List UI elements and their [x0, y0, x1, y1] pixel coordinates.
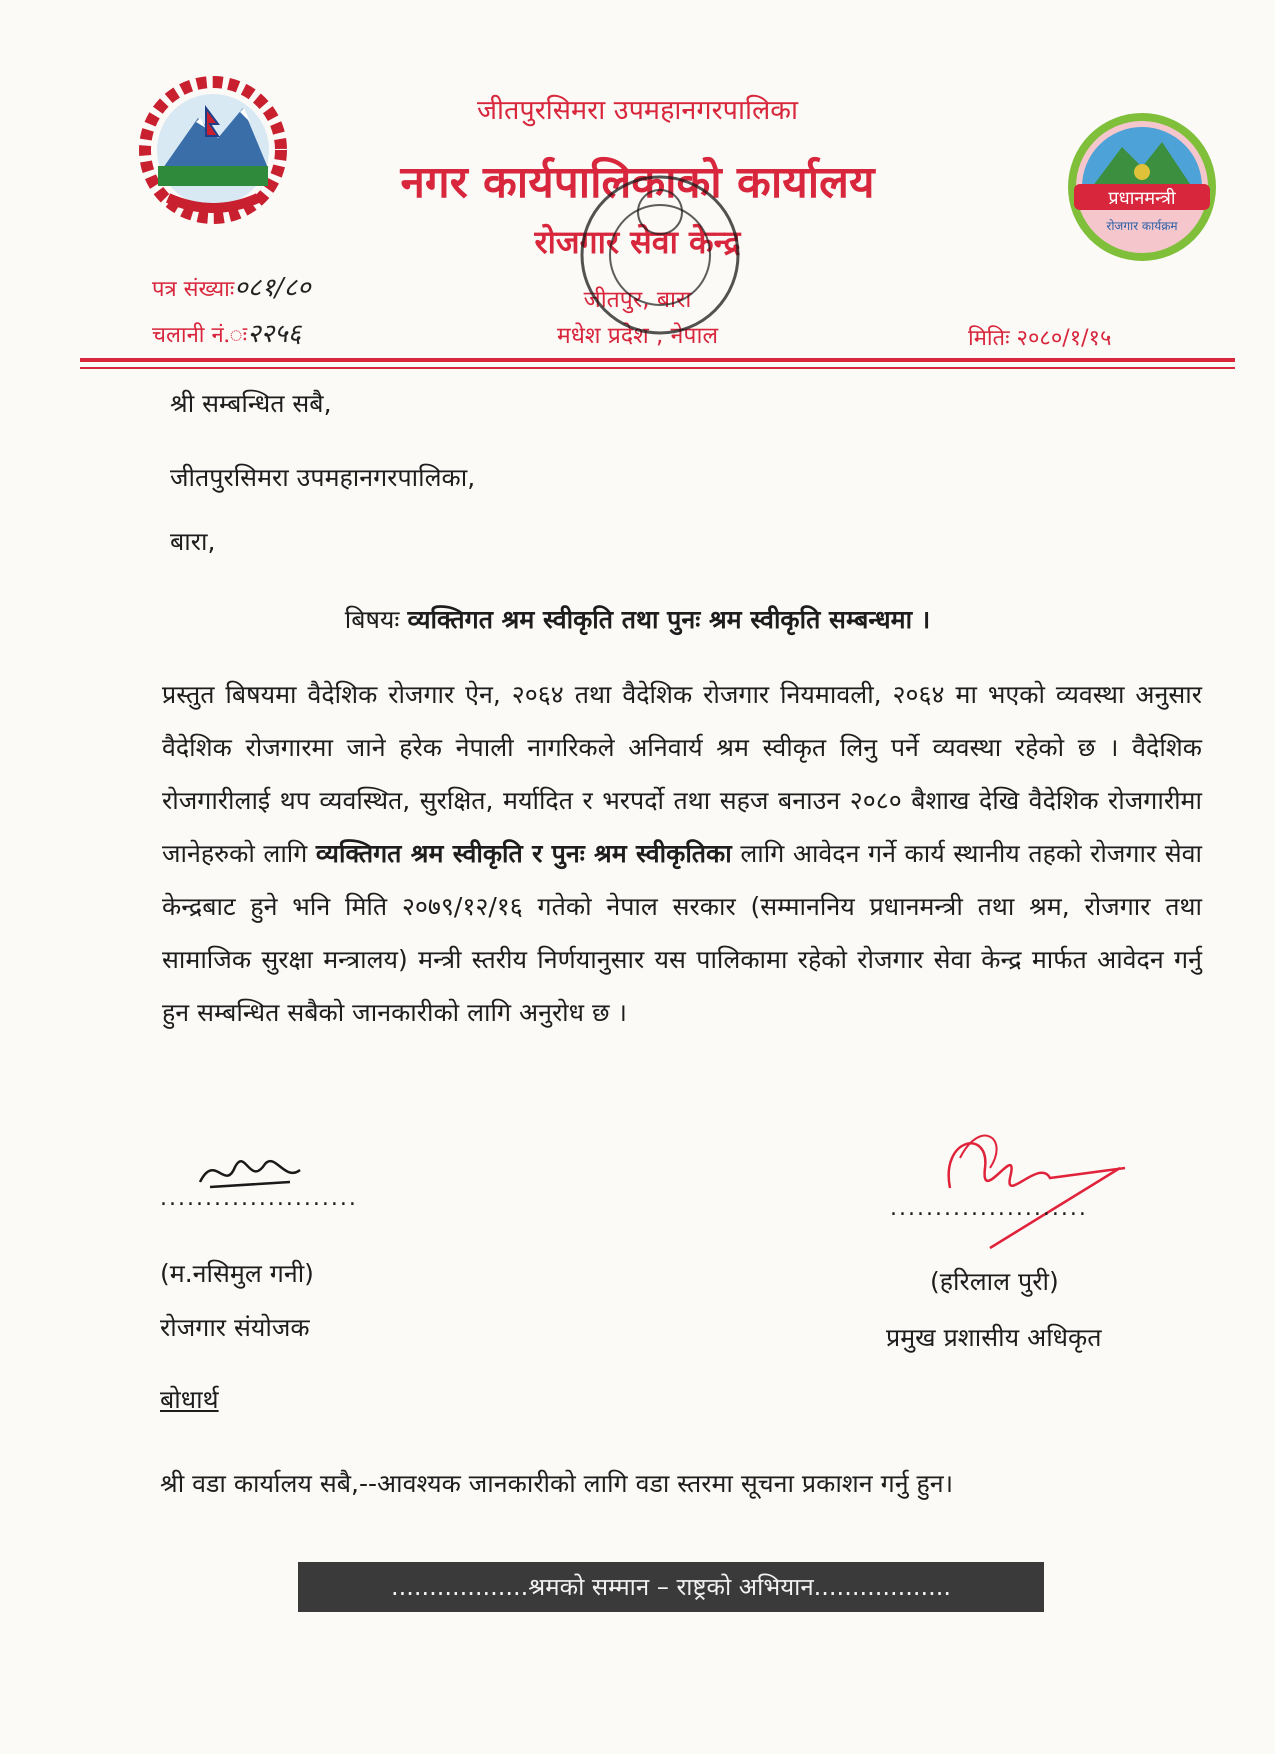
municipality-name: जीतपुरसिमरा उपमहानगरपालिका: [477, 95, 798, 126]
province-line: मधेश प्रदेश , नेपाल: [556, 323, 719, 349]
office-stamp: [560, 170, 760, 340]
letter-number-label: पत्र संख्याः: [152, 277, 235, 302]
district-line: जीतपुर, बारा: [583, 287, 692, 313]
logo-right-subtext: रोजगार कार्यक्रम: [1106, 219, 1178, 233]
subject-label: बिषयः: [344, 605, 400, 634]
right-signature: [930, 1118, 1130, 1268]
cc-line: श्री वडा कार्यालय सबै,--आवश्यक जानकारीको लागि वडा स्तरमा सूचना प्रकाशन गर्नु हुन।: [160, 1469, 954, 1498]
logo-right-text: प्रधानमन्त्री: [1108, 188, 1176, 209]
dispatch-number-value: २२५६: [247, 319, 302, 349]
address-line-3: बारा,: [170, 527, 216, 556]
dispatch-number-label: चलानी नं.ः: [152, 323, 248, 348]
left-signature-line: ......................: [160, 1186, 358, 1211]
address-line-2: जीतपुरसिमरा उपमहानगरपालिका,: [170, 463, 476, 492]
service-center-title: रोजगार सेवा केन्द्र: [534, 223, 741, 261]
header-divider-thin: [80, 367, 1235, 369]
subject-text: व्यक्तिगत श्रम स्वीकृति तथा पुनः श्रम स्वीकृति सम्बन्धमा ।: [407, 605, 931, 634]
subject-line: [0, 602, 1275, 636]
footer-slogan: ..................श्रमको सम्मान – राष्ट्रको अभियान..................: [298, 1562, 1044, 1612]
body-text-bold: व्यक्तिगत श्रम स्वीकृति र पुनः श्रम स्वीकृतिका: [315, 839, 732, 868]
header-divider: [80, 358, 1235, 362]
office-title: नगर कार्यपालिकाको कार्यालय: [400, 157, 875, 208]
right-signature-line: ......................: [890, 1196, 1088, 1221]
body-text-part1: प्रस्तुत बिषयमा वैदेशिक रोजगार ऐन, २०६४ तथा वैदेशिक रोजगार नियमावली, २०६४ मा भएको व्यवस्था अनुसार वैदेशिक रोजगारमा जाने हरेक नेपाली नागरिकले अनिवार्य श्रम स्वीकृत लिनु पर्ने व्यवस्था रहेको छ । वैदेशिक रोजगारीलाई थप व्यवस्थित, सुरक्षित, मर्यादित र भरपर्दो तथा सहज बनाउन २०८० बैशाख देखि वैदेशिक रोजगारीमा जानेहरुको लागि: [162, 680, 1202, 868]
right-signatory-title: प्रमुख प्रशासीय अधिकृत: [886, 1323, 1102, 1352]
letter-date: मितिः २०८०/१/१५: [968, 326, 1112, 351]
address-line-1: श्री सम्बन्धित सबै,: [170, 389, 332, 418]
left-signatory-title: रोजगार संयोजक: [160, 1313, 310, 1342]
letter-body: [162, 668, 1202, 1039]
letter-number-value: ०८१/८०: [234, 273, 311, 303]
letter-number: [152, 268, 311, 304]
left-signatory-name: (म.नसिमुल गनी): [160, 1259, 314, 1288]
body-text-part2: लागि आवेदन गर्ने कार्य स्थानीय तहको रोजगार सेवा केन्द्रबाट हुने भनि मिति २०७९/१२/१६ गतेको नेपाल सरकार (सम्माननिय प्रधानमन्त्री तथा श्रम, रोजगार तथा सामाजिक सुरक्षा मन्त्रालय) मन्त्री स्तरीय निर्णयानुसार यस पालिकामा रहेको रोजगार सेवा केन्द्र मार्फत आवेदन गर्नु हुन सम्बन्धित सबैको जानकारीको लागि अनुरोध छ ।: [162, 839, 1203, 1027]
right-signatory-name: (हरिलाल पुरी): [930, 1267, 1059, 1296]
cc-label: बोधार्थ: [160, 1385, 219, 1414]
dispatch-number: [152, 314, 301, 350]
